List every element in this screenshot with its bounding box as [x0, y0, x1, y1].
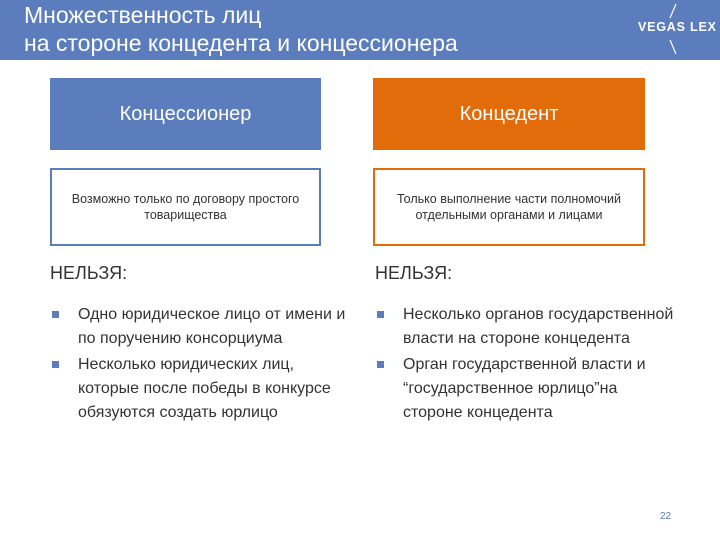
list-item — [50, 303, 350, 351]
list-item-text: Одно юридическое лицо от имени и по поручению консорциума — [78, 306, 346, 347]
list-item — [50, 353, 350, 425]
slide-title-line-1: Множественность лиц — [24, 2, 262, 28]
concessionaire-forbidden-list — [50, 303, 350, 427]
logo-text: VEGAS LEX — [638, 20, 717, 34]
slide-title-line-2: на стороне концедента и концессионера — [24, 30, 458, 56]
grantor-header — [373, 78, 645, 150]
slide-header — [0, 0, 720, 60]
grantor-title: Концедент — [459, 102, 559, 125]
list-item — [375, 353, 675, 425]
concessionaire-box-text: Возможно только по договору простого товарищества — [71, 192, 300, 222]
list-item-text: Орган государственной власти и “государственное юрлицо”на стороне концедента — [403, 356, 646, 421]
square-bullet-icon — [52, 311, 59, 318]
square-bullet-icon — [52, 361, 59, 368]
square-bullet-icon — [377, 361, 384, 368]
grantor-box — [373, 168, 645, 246]
list-item — [375, 303, 675, 351]
square-bullet-icon — [377, 311, 384, 318]
concessionaire-box — [50, 168, 321, 246]
list-item-text: Несколько органов государственной власти на стороне концедента — [403, 306, 674, 347]
concessionaire-header — [50, 78, 321, 150]
page-number: 22 — [660, 511, 672, 522]
vegas-lex-logo — [632, 0, 717, 56]
concessionaire-title: Концессионер — [119, 102, 252, 125]
list-item-text: Несколько юридических лиц, которые после победы в конкурсе обязуются создать юрлицо — [78, 356, 331, 421]
concessionaire-forbidden-heading: НЕЛЬЗЯ: — [50, 263, 128, 283]
grantor-box-text: Только выполнение части полномочий отдельными органами и лицами — [397, 192, 621, 222]
grantor-forbidden-list — [375, 303, 675, 427]
grantor-forbidden-heading: НЕЛЬЗЯ: — [375, 263, 453, 283]
